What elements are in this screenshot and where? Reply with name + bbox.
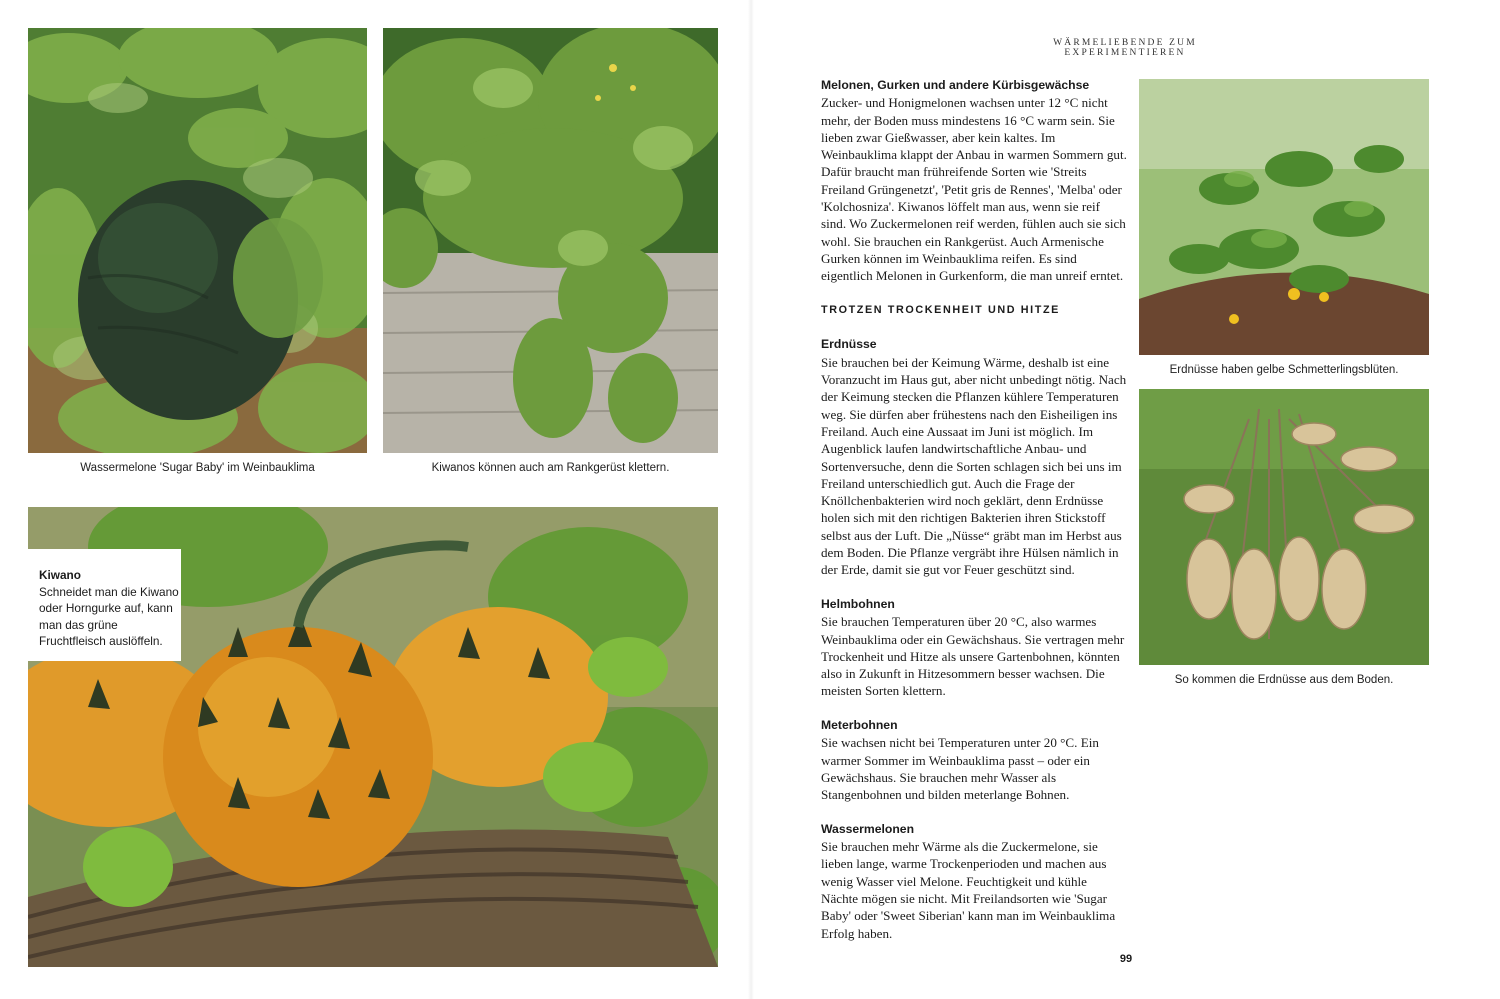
caption-peanut-plant: Erdnüsse haben gelbe Schmetterlingsblüten. [1169, 364, 1399, 376]
paragraph-wassermelonen: Sie brauchen mehr Wärme als die Zuckermelone, sie lieben lange, warme Trockenperioden und machen aus wenig Wasser viel Melone. Feuchtigkeit und kühle Nächte mögen sie nicht. Mit Freilandsorten wie 'Sugar Baby' oder 'Sweet Siberian' kann man im Weinbauklima Erfolg haben. [821, 839, 1116, 941]
paragraph-erdnuesse: Sie brauchen bei der Keimung Wärme, deshalb ist eine Voranzucht im Haus gut, aber nicht unbedingt nötig. Nach der Keimung stecken die Pflanzen kühlere Temperaturen weg. Sie dürfen aber frühestens nach den Eisheiligen ins Freiland. Auch eine Aussaat im Juni ist möglich. Im Augenblick laufen landwirtschaftliche Anbau- und Sortenversuche, denn die Sorten schlagen sich bei uns im Freiland unterschiedlich gut. Auch die Frage der Knöllchenbakterien wird noch geklärt, denn Erdnüsse holen sich mit den richtigen Bakterien ihren Stickstoff selbst aus der Luft. Die „Nüsse“ gräbt man im Herbst aus dem Boden. Die Pflanze vergräbt ihre Hülsen nämlich in der Erde, damit sie gut vor Feuer geschützt sind. [821, 354, 1127, 578]
paragraph-helmbohnen: Sie brauchen Temperaturen über 20 °C, also warmes Weinbauklima oder ein Gewächshaus. Sie vertragen mehr Trockenheit und Hitze als unsere Gartenbohnen, könnten also in Zukunft in Hitzesommern besser wachsen. Die meisten Sorten klettern. [821, 614, 1125, 699]
caption-watermelon: Wassermelone 'Sugar Baby' im Weinbauklima [80, 462, 315, 474]
info-box-text: Schneidet man die Kiwano oder Horngurke auf, kann man das grüne Fruchtfleisch auslöffeln. [39, 584, 179, 648]
section-title: TROTZEN TROCKENHEIT UND HITZE [821, 303, 1060, 316]
page-number: 99 [1119, 953, 1133, 965]
photo-watermelon [28, 28, 367, 453]
photo-peanut-roots [1139, 389, 1429, 665]
heading-wassermelonen: Wassermelonen [821, 821, 915, 836]
heading-melonen: Melonen, Gurken und andere Kürbisgewächse [821, 78, 1090, 92]
kiwano-info-box [28, 549, 181, 661]
heading-erdnuesse: Erdnüsse [821, 337, 877, 352]
paragraph-meterbohnen: Sie wachsen nicht bei Temperaturen unter 20 °C. Ein warmer Sommer im Weinbauklima passt – oder ein Gewächshaus. Sie brauchen mehr Wasser als Stangenbohnen und bilden meterlange Bohnen. [821, 735, 1099, 803]
heading-meterbohnen: Meterbohnen [821, 717, 898, 732]
paragraph-melonen: Zucker- und Honigmelonen wachsen unter 12 °C nicht mehr, der Boden muss mindestens 16 °C warm sein. Sie lieben zwar Gießwasser, aber kein kaltes. Im Weinbauklima klappt der Anbau in warmen Sommern gut. Dafür braucht man frühreifende Sorten wie 'Streits Freiland Grüngenetzt', 'Petit gris de Rennes', 'Melba' oder 'Kolchosniza'. Kiwanos löffelt man aus, wenn sie reif sind. Wo Zuckermelonen reif werden, fühlen auch sie sich wohl. Sie brauchen ein Rankgerüst. Auch Armenische Gurken können im Weinbauklima reifen. Es sind eigentlich Melonen in Gurkenform, die man unreif erntet. [821, 95, 1127, 284]
photo-kiwano-trellis [383, 28, 718, 453]
caption-kiwano-trellis: Kiwanos können auch am Rankgerüst klettern. [431, 462, 670, 474]
gutter-shadow [748, 0, 754, 999]
heading-helmbohnen: Helmbohnen [821, 596, 895, 611]
running-head: WÄRMELIEBENDE ZUM EXPERIMENTIEREN [1053, 38, 1197, 58]
caption-peanut-roots: So kommen die Erdnüsse aus dem Boden. [1174, 674, 1394, 686]
photo-peanut-plant [1139, 79, 1429, 355]
text-column [821, 77, 1127, 942]
info-box-title: Kiwano [39, 568, 81, 582]
